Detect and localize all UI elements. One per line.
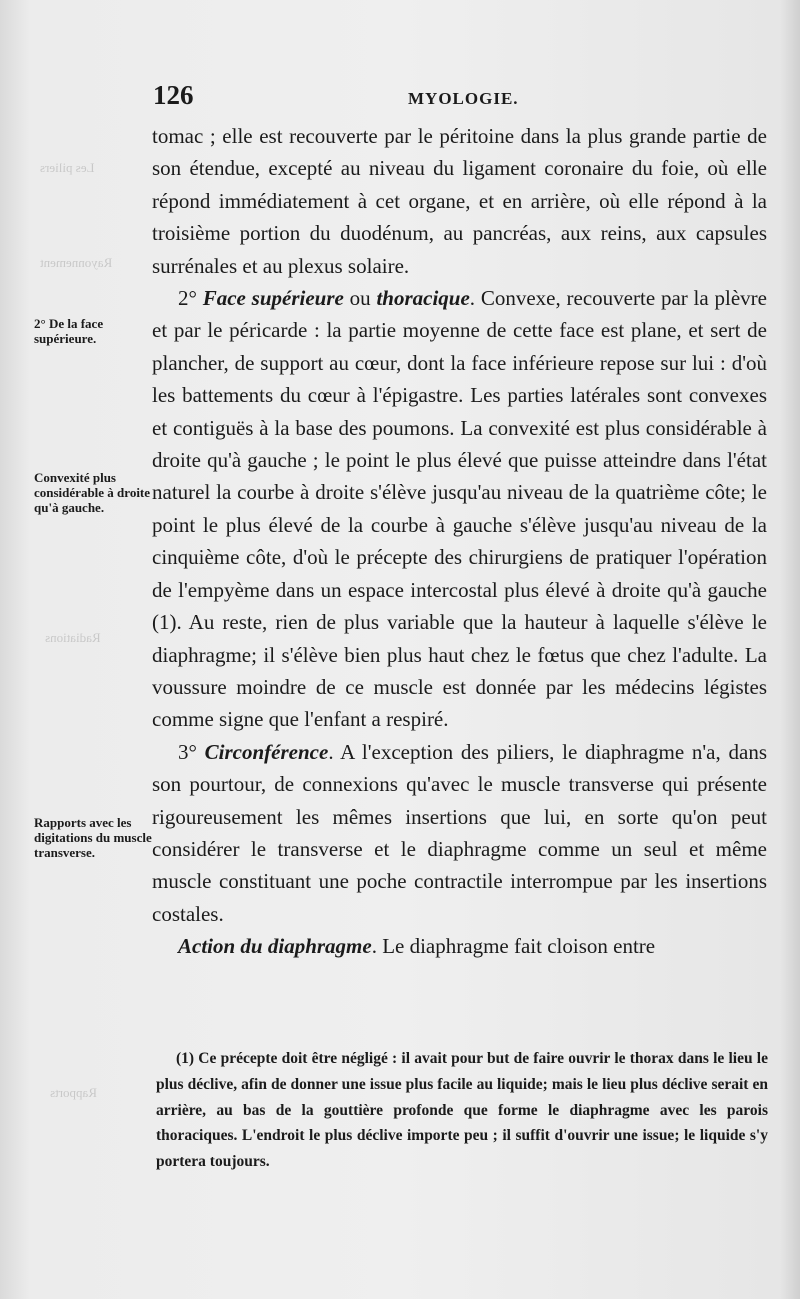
page-header — [150, 80, 770, 116]
paragraph: 3° Circonférence. A l'exception des piliers, le diaphragme n'a, dans son pourtour, de connexions qu'avec le muscle transverse qui présente rigoureusement les mêmes insertions que lui, en sorte qu'on peut considérer le transverse et le diaphragme comme un seul et même muscle constituant une poche contractile interrompue par les insertions costales. — [152, 739, 767, 926]
bleed-through-note: Radiations — [45, 630, 101, 645]
margin-note: Rapports avec les digitations du muscle transverse. — [34, 815, 152, 860]
main-text — [152, 120, 767, 963]
bleed-through-note: Rayonnement — [40, 255, 113, 270]
paragraph: tomac ; elle est recouverte par le péritoine dans la plus grande partie de son étendue, excepté au niveau du ligament coronaire du foie, où elle répond immédiatement à cet organe, et en arrière, où elle répond à la troisième portion du duodénum, au pancréas, aux reins, aux capsules surrénales et au plexus solaire. — [152, 124, 767, 278]
paragraph: 2° Face supérieure ou thoracique. Convexe, recouverte par la plèvre et par le péricarde : la partie moyenne de cette face est plane, et sert de plancher, de support au cœur, dont la face inférieure repose sur lui : d'où les battements du cœur à l'épigastre. Les parties latérales sont convexes et contiguës à la base des poumons. La convexité est plus considérable à droite qu'à gauche ; le point le plus élevé que puisse atteindre dans l'état naturel la courbe à droite s'élève jusqu'au niveau de la quatrième côte; le point le plus élevé de la courbe à gauche s'élève jusqu'au niveau de la cinquième côte, d'où le précepte des chirurgiens de pratiquer l'opération de l'empyème dans un espace intercostal plus élevé à droite qu'à gauche (1). Au reste, rien de plus variable que la hauteur à laquelle s'élève le diaphragme; il s'élève bien plus haut chez le fœtus que chez l'adulte. La voussure moindre de ce muscle est donnée par les médecins légistes comme signe que l'enfant a respiré. — [152, 286, 767, 732]
page-number: 126 — [153, 80, 194, 110]
footnote — [156, 1046, 768, 1175]
running-head: MYOLOGIE. — [408, 89, 519, 108]
bleed-through-note: Les piliers — [40, 160, 95, 175]
margin-note: 2° De la face supérieure. — [34, 316, 104, 346]
bleed-through-note: Rapports — [50, 1085, 97, 1100]
margin-note: Convexité plus considérable à droite qu'à gauche. — [34, 470, 151, 515]
footnote-text: (1) Ce précepte doit être négligé : il avait pour but de faire ouvrir le thorax dans le lieu le plus déclive, afin de donner une issue plus facile au liquide; mais le lieu plus déclive serait en arrière, au bas de la gouttière profonde que forme le diaphragme avec les parois thoraciques. L'endroit le plus déclive importe peu ; il suffit d'ouvrir une issue; le liquide s'y portera toujours. — [156, 1050, 768, 1171]
paragraph: Action du diaphragme. Le diaphragme fait cloison entre — [178, 934, 656, 959]
